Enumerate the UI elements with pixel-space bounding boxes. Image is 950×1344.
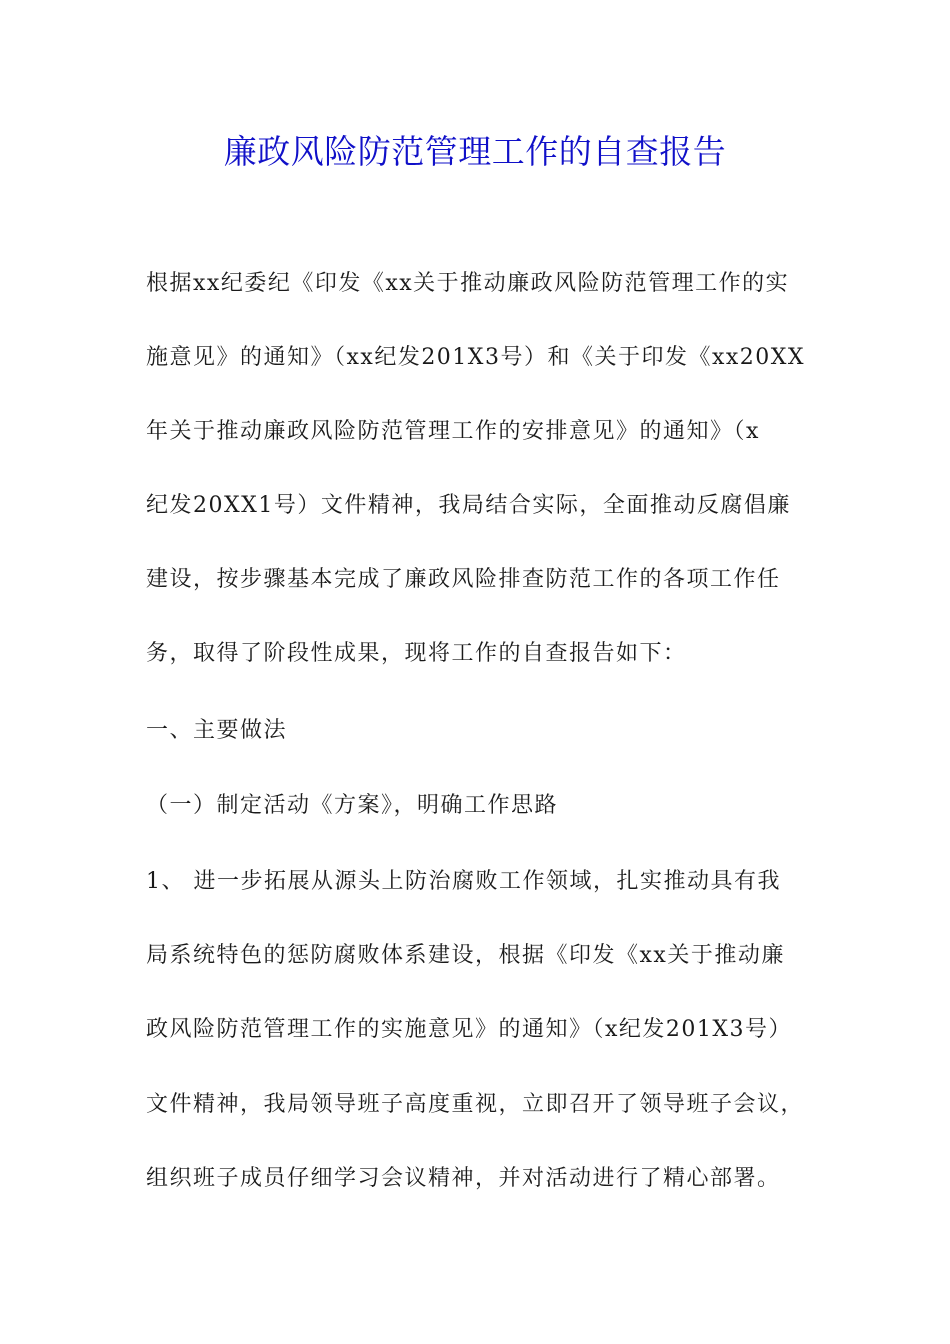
document-title: 廉政风险防范管理工作的自查报告 bbox=[223, 132, 727, 171]
body-line: 年关于推动廉政风险防范管理工作的安排意见》的通知》（x bbox=[146, 419, 760, 444]
body-line: 文件精神，我局领导班子高度重视，立即召开了领导班子会议， bbox=[146, 1092, 805, 1117]
body-line: 务，取得了阶段性成果，现将工作的自查报告如下： bbox=[146, 641, 687, 666]
body-line: 局系统特色的惩防腐败体系建设，根据《印发《xx关于推动廉 bbox=[146, 943, 785, 968]
body-line: 施意见》的通知》（xx纪发201X3号）和《关于印发《xx20XX bbox=[146, 345, 806, 370]
body-line: 政风险防范管理工作的实施意见》的通知》（x纪发201X3号） bbox=[146, 1017, 793, 1042]
body-line: 组织班子成员仔细学习会议精神，并对活动进行了精心部署。 bbox=[146, 1166, 781, 1191]
body-line: 根据xx纪委纪《印发《xx关于推动廉政风险防范管理工作的实 bbox=[146, 271, 790, 296]
subsection-heading: （一）制定活动《方案》，明确工作思路 bbox=[146, 793, 559, 818]
body-line: 建设，按步骤基本完成了廉政风险排查防范工作的各项工作任 bbox=[146, 567, 781, 592]
section-heading: 一、主要做法 bbox=[146, 718, 288, 743]
body-line: 1、 进一步拓展从源头上防治腐败工作领域，扎实推动具有我 bbox=[146, 869, 781, 894]
body-line: 纪发20XX1号）文件精神，我局结合实际，全面推动反腐倡廉 bbox=[146, 493, 791, 518]
